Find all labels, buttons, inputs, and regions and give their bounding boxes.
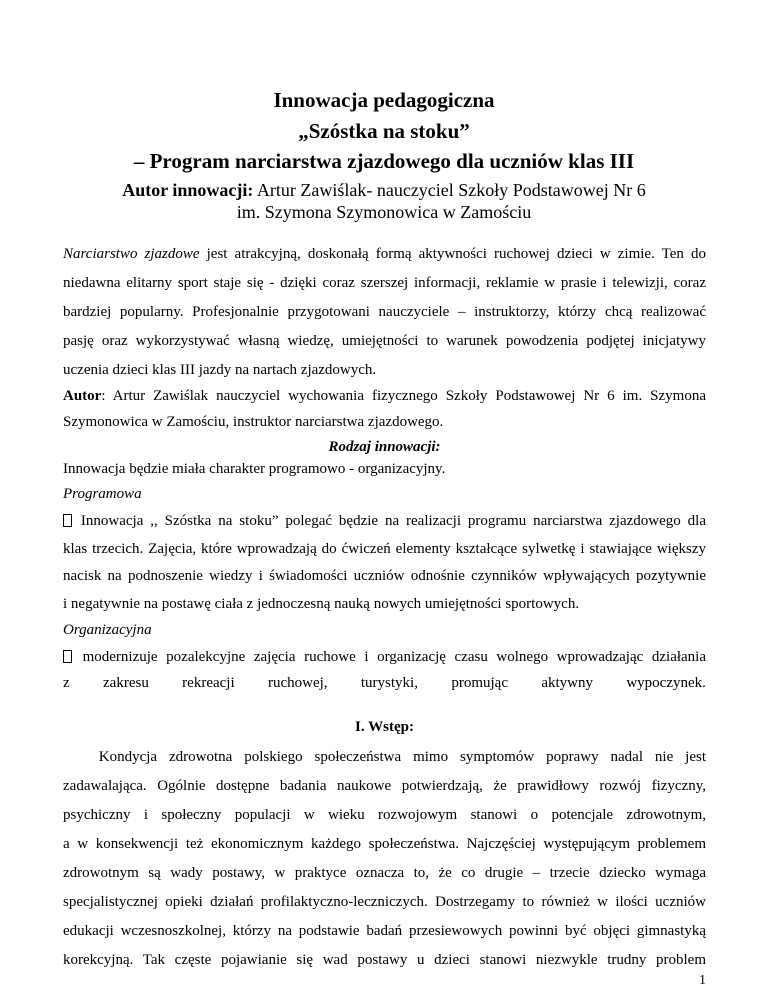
org-word: turystyki, (360, 675, 418, 691)
wstep-line-7: edukacji wczesnoszkolnej, którzy na podstawie badań przesiewowych powinni być objęci gimnastyką (63, 923, 706, 939)
author-school-line: im. Szymona Szymonowica w Zamościu (236, 202, 532, 222)
organizacyjna-heading: Organizacyjna (63, 622, 152, 638)
document-program-title: – Program narciarstwa zjazdowego dla uczniów klas III (133, 149, 635, 173)
org-word: zakresu (103, 675, 149, 691)
author-label: Autor innowacji: (122, 180, 254, 200)
wstep-line-1: Kondycja zdrowotna polskiego społeczeństwa mimo symptomów poprawy nadal nie jest (63, 749, 706, 765)
programowa-line-3: nacisk na podnoszenie wiedzy i świadomości uczniów odnośnie czynników wpływających pozytywnie (63, 568, 706, 584)
autor-line-1-text: : Artur Zawiślak nauczyciel wychowania fizycznego Szkoły Podstawowej Nr 6 im. Szymona (101, 388, 706, 404)
autor-label: Autor (63, 388, 102, 404)
programowa-line-4: i negatywnie na postawę ciała z jednoczesną nauką nowych umiejętności sportowych. (63, 596, 580, 612)
programowa-heading: Programowa (63, 486, 142, 502)
organizacyjna-line-1 (63, 649, 706, 666)
intro-line-3: bardziej popularny. Profesjonalnie przygotowani nauczyciele – instruktorzy, którzy chcą realizować (63, 304, 706, 320)
wstep-line-3: psychiczny i społeczny populacji w wieku rozwojowym stanowi o potencjale zdrowotnym, (63, 807, 706, 823)
rodzaj-heading: Rodzaj innowacji: (328, 439, 441, 455)
org-word: rekreacji (182, 675, 235, 691)
wstep-line-6: specjalistycznej opieki działań profilaktyczno-leczniczych. Dostrzegamy to również w ilości uczniów (63, 894, 706, 910)
wstep-line-8: korekcyjną. Tak częste pojawianie się wad postawy u dzieci stanowi niezwykle trudny problem (63, 952, 706, 968)
bullet-box-icon (63, 514, 72, 527)
org-word: wypoczynek. (626, 675, 706, 691)
autor-line-2: Szymonowica w Zamościu, instruktor narciarstwa zjazdowego. (63, 414, 444, 430)
organizacyjna-line-2 (63, 675, 706, 692)
author-line (0, 180, 768, 201)
bullet-box-icon (63, 650, 72, 663)
wstep-line-5: zdrowotnym są wady postawy, w praktyce oznacza to, że co drugie – trzecie dziecko wymaga (63, 865, 706, 881)
organizacyjna-line-1-text: modernizuje pozalekcyjne zajęcia ruchowe i organizację czasu wolnego wprowadzając działania (82, 649, 707, 665)
intro-line-4: pasję oraz wykorzystywać własną wiedzę, umiejętności to warunek powodzenia podjętej inicjatywy (63, 333, 706, 349)
document-title: Innowacja pedagogiczna (273, 88, 495, 112)
author-text: Artur Zawiślak- nauczyciel Szkoły Podstawowej Nr 6 (253, 180, 646, 200)
org-word: promując (451, 675, 508, 691)
org-word: z (63, 675, 70, 691)
rodzaj-line: Innowacja będzie miała charakter programowo - organizacyjny. (63, 461, 446, 477)
intro-line-2: niedawna elitarny sport staje się - dzięki coraz szerszej informacji, reklamie w prasie i telewizji, coraz (63, 275, 706, 291)
programowa-line-1-text: Innowacja ,, Szóstka na stoku” polegać będzie na realizacji programu narciarstwa zjazdowego dla (80, 513, 706, 529)
programowa-line-1 (63, 513, 706, 530)
intro-lead: Narciarstwo zjazdowe (63, 246, 200, 262)
intro-line-5: uczenia dzieci klas III jazdy na nartach zjazdowych. (63, 362, 377, 378)
autor-line-1 (63, 388, 706, 405)
programowa-line-2: klas trzecich. Zajęcia, które wprowadzają do ćwiczeń elementy kształcące sylwetkę i stawiające większy (63, 541, 706, 557)
intro-line-1-text: jest atrakcyjną, doskonałą formą aktywności ruchowej dzieci w zimie. Ten do (199, 246, 706, 262)
org-word: ruchowej, (267, 675, 328, 691)
wstep-heading: I. Wstęp: (355, 719, 414, 735)
wstep-line-2: zadawalająca. Ogólnie dostępne badania naukowe potwierdzają, że prawidłowy rozwój fizyczny, (63, 778, 706, 794)
wstep-line-4: a w konsekwencji też ekonomicznym każdego społeczeństwa. Najczęściej występującym problemem (63, 836, 706, 852)
org-word: aktywny (541, 675, 593, 691)
document-subtitle: „Szóstka na stoku” (298, 119, 470, 143)
intro-line-1 (63, 246, 706, 263)
page-number: 1 (699, 973, 706, 988)
